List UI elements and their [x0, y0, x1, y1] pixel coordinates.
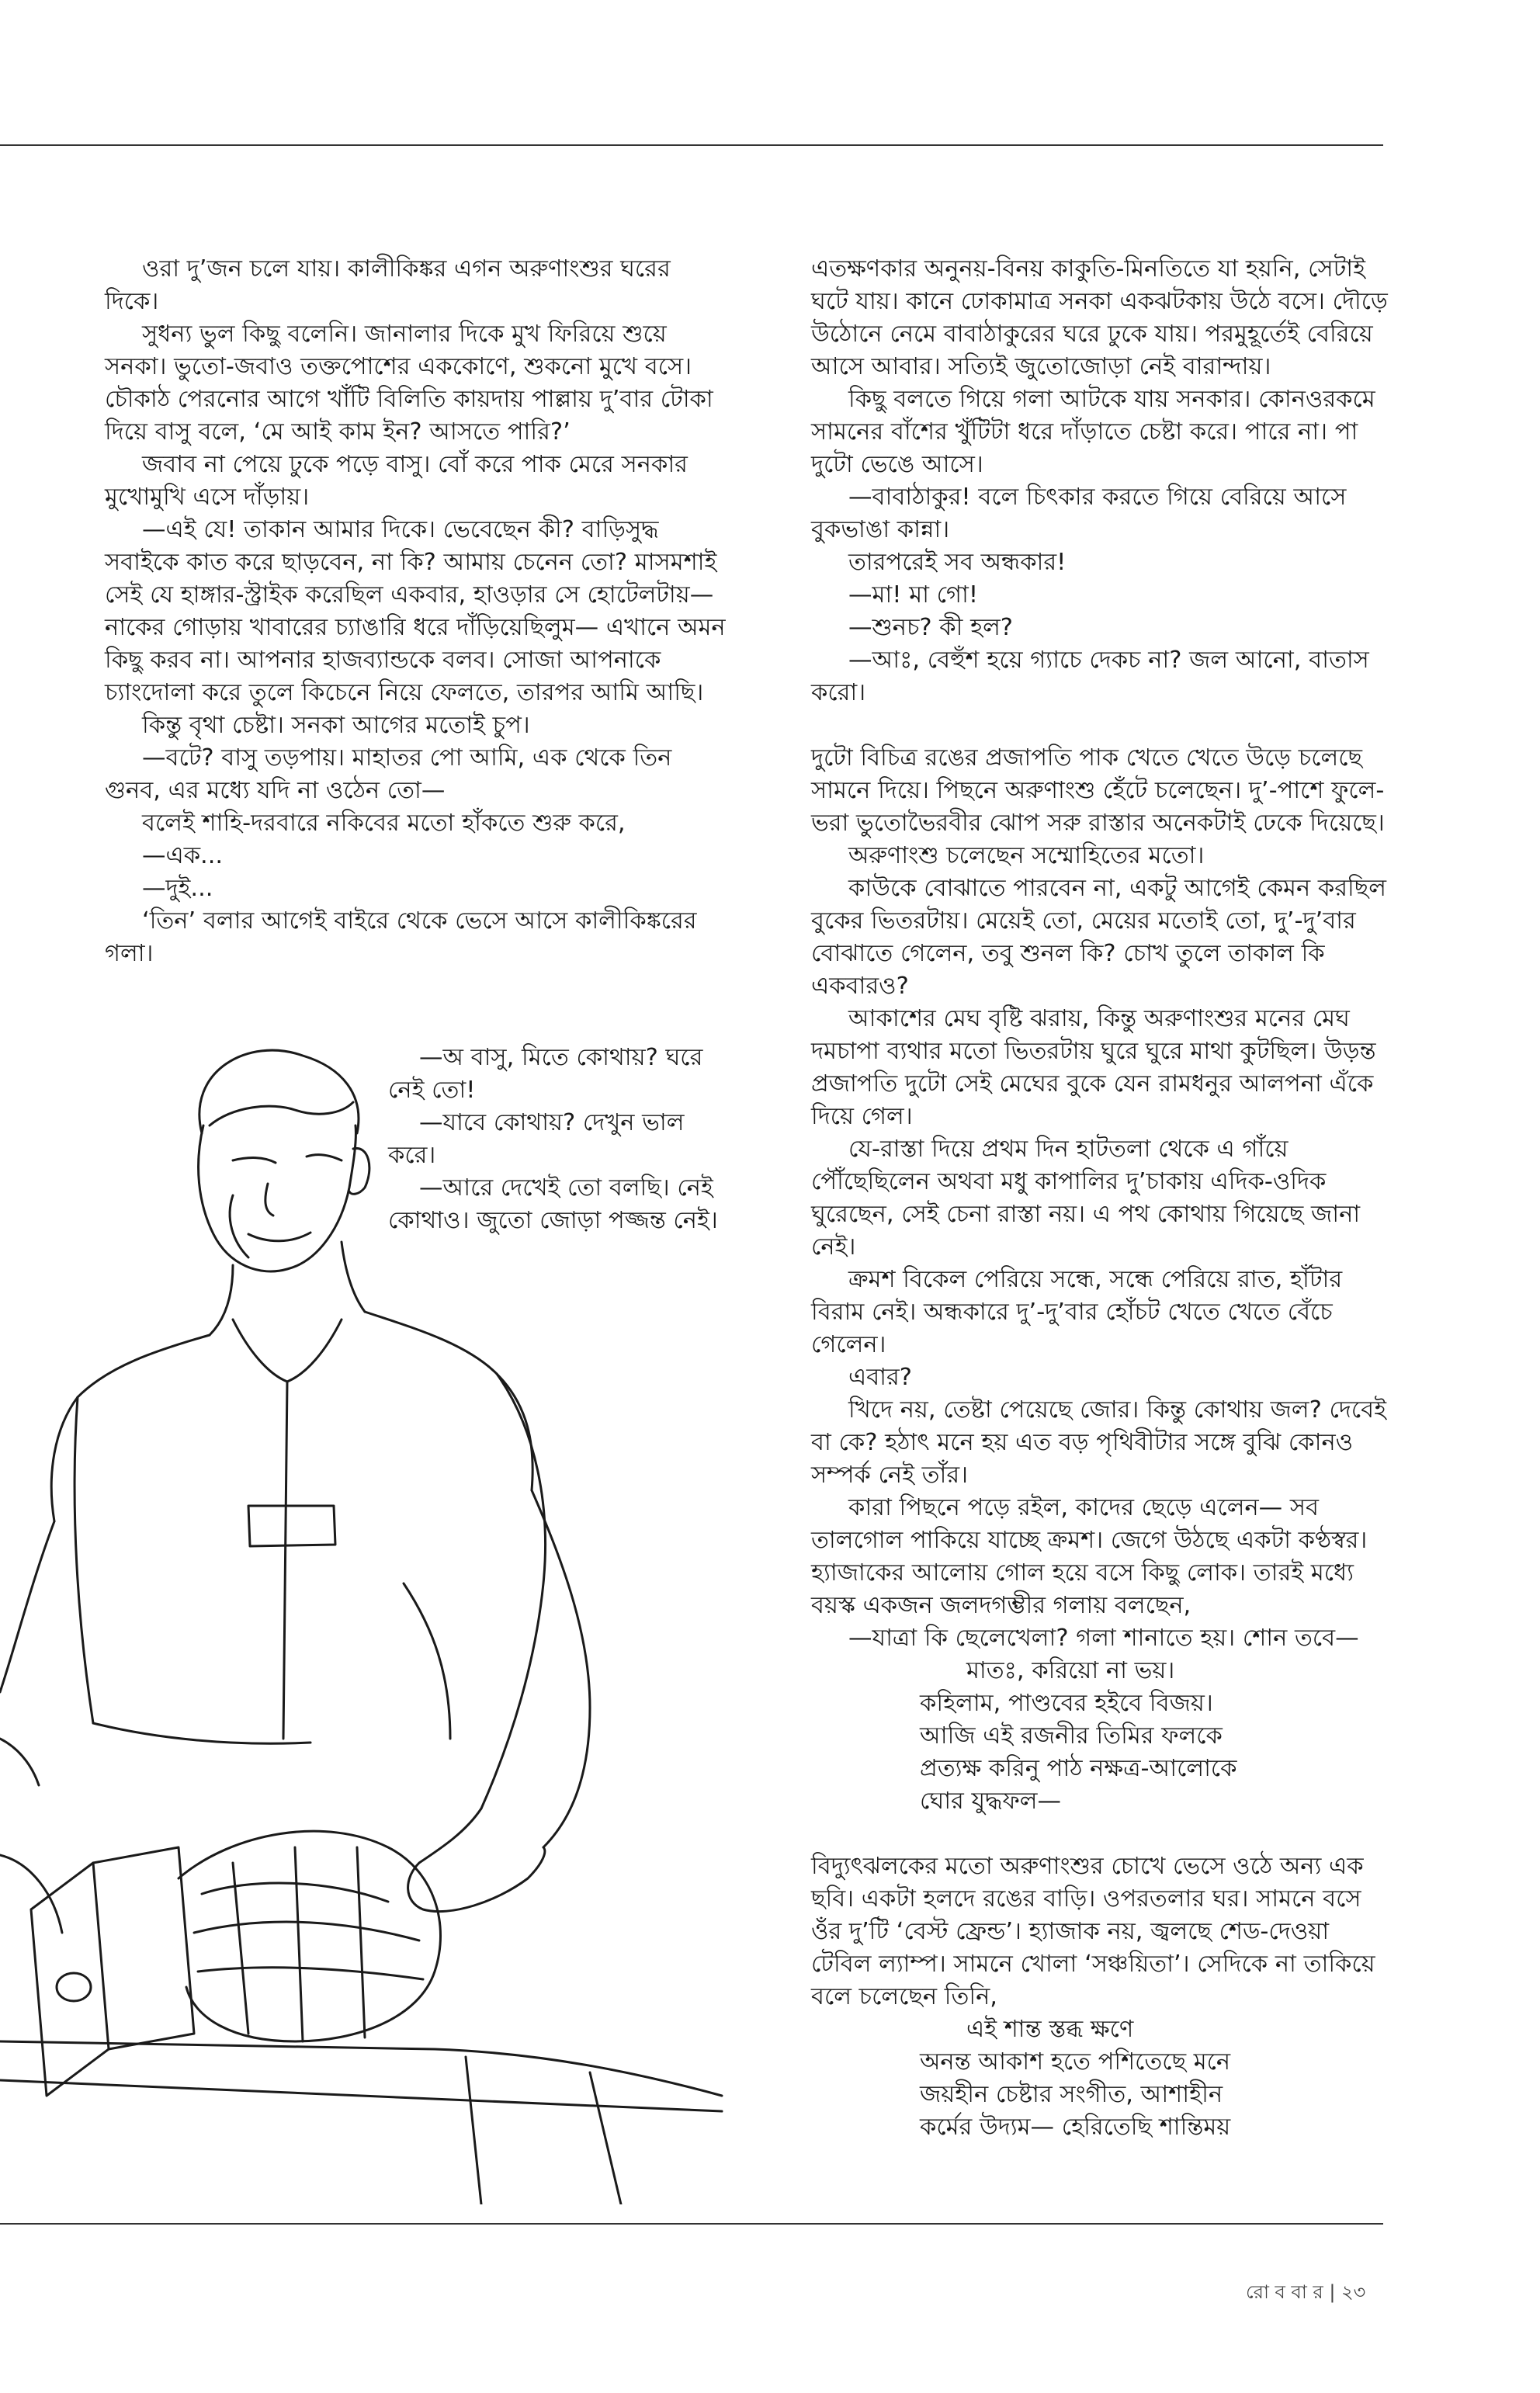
right-paragraph-16: কারা পিছনে পড়ে রইল, কাদের ছেড়ে এলেন— সব তালগোল পাকিয়ে যাচ্ছে ক্রমশ। জেগে উঠছে একটা কণ্ঠস্বর। হ্যাজাকের আলোয় গোল হয়ে বসে কিছু লোক। তারই মধ্যে বয়স্ক একজন জলদগম্ভীর গলায় বলছেন, — [811, 1494, 1368, 1619]
illustration-man-drawing — [0, 1040, 730, 2204]
section-break — [811, 709, 1389, 742]
right-paragraph-7: —আঃ, বেহুঁশ হয়ে গ্যাচে দেকচ না? জল আনো, বাতাস করো। — [811, 647, 1369, 706]
footer-separator: | — [1329, 2281, 1342, 2303]
verse1-line-3: আজি এই রজনীর তিমির ফলকে — [920, 1722, 1223, 1750]
right-paragraph-12: যে-রাস্তা দিয়ে প্রথম দিন হাটতলা থেকে এ গাঁয়ে পৌঁছেছিলেন অথবা মধু কাপালির দু’চাকায় এদিক-ওদিক ঘুরেছেন, সেই চেনা রাস্তা নয়। এ পথ কোথায় গিয়েছে জানা নেই। — [811, 1136, 1361, 1261]
page-footer — [1246, 2278, 1365, 2309]
page-number: ২৩ — [1341, 2281, 1366, 2303]
right-paragraph-9: অরুণাংশু চলেছেন সম্মোহিতের মতো। — [848, 842, 1205, 869]
left-paragraph-10: ‘তিন’ বলার আগেই বাইরে থেকে ভেসে আসে কালীকিঙ্করের গলা। — [105, 907, 697, 967]
left-paragraph-8: —এক... — [142, 842, 224, 869]
verse1-line-5: ঘোর যুদ্ধফল— — [920, 1788, 1061, 1815]
left-paragraph-1: ওরা দু’জন চলে যায়। কালীকিঙ্কর এগন অরুণাংশুর ঘরের দিকে। — [105, 255, 671, 315]
right-paragraph-17: —যাত্রা কি ছেলেখেলা? গলা শানাতে হয়। শোন তবে— — [848, 1625, 1359, 1652]
right-paragraph-13: ক্রমশ বিকেল পেরিয়ে সন্ধে, সন্ধে পেরিয়ে রাত, হাঁটার বিরাম নেই। অন্ধকারে দু’-দু’বার হোঁচট খেতে খেতে বেঁচে গেলেন। — [811, 1266, 1343, 1358]
verse1-line-1: মাতঃ, করিয়ো না ভয়। — [966, 1657, 1175, 1684]
section-break — [811, 1818, 1389, 1850]
right-paragraph-6: —শুনচ? কী হল? — [848, 614, 1014, 641]
right-paragraph-4: তারপরেই সব অন্ধকার! — [848, 549, 1067, 576]
verse1-line-4: প্রত্যক্ষ করিনু পাঠ নক্ষত্র-আলোকে — [920, 1755, 1237, 1782]
dialog-line-1: —অ বাসু, মিতে কোথায়? ঘরে নেই তো! — [388, 1044, 703, 1104]
right-paragraph-14: এবার? — [848, 1364, 912, 1391]
verse-block-2 — [811, 2013, 1389, 2144]
right-paragraph-3: —বাবাঠাকুর! বলে চিৎকার করতে গিয়ে বেরিয়ে আসে বুকভাঙা কান্না। — [811, 484, 1347, 543]
verse2-line-4: কর্মের উদ্যম— হেরিতেছি শান্তিময় — [920, 2114, 1231, 2141]
right-paragraph-1: এতক্ষণকার অনুনয়-বিনয় কাকুতি-মিনতিতে যা হয়নি, সেটাই ঘটে যায়। কানে ঢোকামাত্র সনকা একঝটকায় উঠে বসে। দৌড়ে উঠোনে নেমে বাবাঠাকুরের ঘরে ঢুকে যায়। পরমুহূর্তেই বেরিয়ে আসে আবার। সত্যিই জুতোজোড়া নেই বারান্দায়। — [811, 255, 1388, 380]
magazine-name: রো ব বা র — [1246, 2281, 1323, 2303]
left-paragraph-3: জবাব না পেয়ে ঢুকে পড়ে বাসু। বোঁ করে পাক মেরে সনকার মুখোমুখি এসে দাঁড়ায়। — [105, 451, 688, 511]
verse2-line-1: এই শান্ত স্তব্ধ ক্ষণে — [966, 2016, 1134, 2043]
verse-block-1 — [811, 1655, 1389, 1818]
top-rule — [0, 144, 1383, 146]
right-paragraph-10: কাউকে বোঝাতে পারবেন না, একটু আগেই কেমন করছিল বুকের ভিতরটায়। মেয়েই তো, মেয়ের মতোই তো, দু’-দু’বার বোঝাতে গেলেন, তবু শুনল কি? চোখ তুলে তাকাল কি একবারও? — [811, 875, 1386, 1000]
left-paragraph-7: বলেই শাহি-দরবারে নকিবের মতো হাঁকতে শুরু করে, — [142, 810, 626, 837]
right-paragraph-18: বিদ্যুৎঝলকের মতো অরুণাংশুর চোখে ভেসে ওঠে অন্য এক ছবি। একটা হলদে রঙের বাড়ি। ওপরতলার ঘর। সামনে বসে ওঁর দু’টি ‘বেস্ট ফ্রেন্ড’। হ্যাজাক নয়, জ্বলছে শেড-দেওয়া টেবিল ল্যাম্প। সামনে খোলা ‘সঞ্চয়িতা’। সেদিকে না তাকিয়ে বলে চলেছেন তিনি, — [811, 1853, 1375, 2010]
right-paragraph-5: —মা! মা গো! — [848, 581, 979, 609]
verse1-line-2: কহিলাম, পাণ্ডবের হইবে বিজয়। — [920, 1690, 1213, 1717]
dialog-line-2: —যাবে কোথায়? দেখুন ভাল করে। — [388, 1109, 685, 1169]
verse2-line-2: অনন্ত আকাশ হতে পশিতেছে মনে — [920, 2048, 1231, 2076]
left-paragraph-5: কিন্তু বৃথা চেষ্টা। সনকা আগের মতোই চুপ। — [142, 712, 530, 739]
right-paragraph-8: দুটো বিচিত্র রঙের প্রজাপতি পাক খেতে খেতে উড়ে চলেছে সামনে দিয়ে। পিছনে অরুণাংশু হেঁটে চলেছেন। দু’-পাশে ফুলে-ভরা ভুতোভৈরবীর ঝোপ সরু রাস্তার অনেকটাই ঢেকে দিয়েছে। — [811, 744, 1385, 837]
right-paragraph-15: খিদে নয়, তেষ্টা পেয়েছে জোর। কিন্তু কোথায় জল? দেবেই বা কে? হঠাৎ মনে হয় এত বড় পৃথিবীটার সঙ্গে বুঝি কোনও সম্পর্ক নেই তাঁর। — [811, 1396, 1386, 1489]
left-column — [105, 253, 726, 970]
right-column — [811, 253, 1389, 2144]
right-paragraph-11: আকাশের মেঘ বৃষ্টি ঝরায়, কিন্তু অরুণাংশুর মনের মেঘ দমচাপা ব্যথার মতো ভিতরটায় ঘুরে ঘুরে মাথা কুটছিল। উড়ন্ত প্রজাপতি দুটো সেই মেঘের বুকে যেন রামধনুর আলপনা এঁকে দিয়ে গেল। — [811, 1005, 1376, 1130]
right-paragraph-2: কিছু বলতে গিয়ে গলা আটকে যায় সনকার। কোনওরকমে সামনের বাঁশের খুঁটিটা ধরে দাঁড়াতে চেষ্টা করে। পারে না। পা দুটো ভেঙে আসে। — [811, 386, 1375, 478]
left-paragraph-2: সুধন্য ভুল কিছু বলেনি। জানালার দিকে মুখ ফিরিয়ে শুয়ে সনকা। ভুতো-জবাও তক্তপোশের এককোণে, শুকনো মুখে বসে। চৌকাঠ পেরনোর আগে খাঁটি বিলিতি কায়দায় পাল্লায় দু’বার টোকা দিয়ে বাসু বলে, ‘মে আই কাম ইন? আসতে পারি?’ — [105, 321, 713, 446]
verse2-line-3: জয়হীন চেষ্টার সংগীত, আশাহীন — [920, 2081, 1223, 2108]
dialog-line-3: —আরে দেখেই তো বলছি। নেই কোথাও। জুতো জোড়া পজ্জন্ত নেই। — [388, 1174, 718, 1234]
left-paragraph-6: —বটে? বাসু তড়পায়। মাহাতর পো আমি, এক থেকে তিন গুনব, এর মধ্যে যদি না ওঠেন তো— — [105, 744, 672, 804]
left-paragraph-4: —এই যে! তাকান আমার দিকে। ভেবেছেন কী? বাড়িসুদ্ধ সবাইকে কাত করে ছাড়বেন, না কি? আমায় চেনেন তো? মাসমশাই সেই যে হাঙ্গার-স্ট্রাইক করেছিল একবার, হাওড়ার সে হোটেলটায়— নাকের গোড়ায় খাবারের চ্যাঙারি ধরে দাঁড়িয়েছিলুম— এখানে অমন কিছু করব না। আপনার হাজব্যান্ডকে বলব। সোজা আপনাকে চ্যাংদোলা করে তুলে কিচেনে নিয়ে ফেলতে, তারপর আমি আছি। — [105, 516, 726, 706]
left-paragraph-9: —দুই... — [142, 875, 213, 902]
bottom-rule — [0, 2223, 1383, 2225]
